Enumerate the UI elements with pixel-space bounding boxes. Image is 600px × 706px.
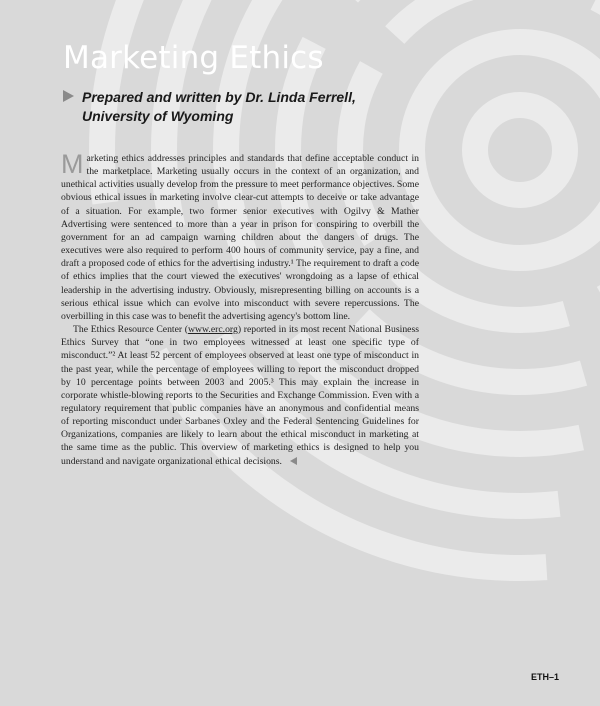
- erc-link[interactable]: www.erc.org: [188, 324, 238, 336]
- page-title: Marketing Ethics: [63, 40, 324, 76]
- paragraph-2: [61, 323, 419, 468]
- triangle-bullet-icon: [63, 90, 74, 102]
- byline-line1: Prepared and written by Dr. Linda Ferrell,: [82, 89, 356, 105]
- page-number: ETH–1: [530, 672, 559, 682]
- end-mark-icon: [290, 457, 297, 465]
- paragraph-1-text: arketing ethics addresses principles and standards that define acceptable conduct in the marketplace. Marketing usually occurs in the context of an organization, and unethical activities usually develop from the pressure to meet performance objectives. Some obvious ethical issues in marketing involve clear-cut attempts to deceive or take advantage of a situation. For example, two former senior executives with Ogilvy & Mather Advertising were sentenced to more than a year in prison for conspiring to overbill the government for an ad campaign warning children about the dangers of drugs. The executives were also required to perform 400 hours of community service, pay a fine, and draft a proposed code of ethics for the advertising industry.¹ The requirement to draft a code of ethics implies that the court viewed the executives' wrongdoing as a lapse of ethical leadership in the advertising industry. Obviously, misrepresenting billing on accounts is a serious ethical issue which can evolve into misconduct with severe repercussions. The overbilling in this case was to benefit the advertising agency's bottom line.: [61, 153, 419, 322]
- paragraph-2-text: ) reported in its most recent National Business Ethics Survey that “one in two employees witnessed at least one specific type of misconduct.”² At least 52 percent of employees observed at least one type of misconduct in the past year, while the percentage of employees willing to report the misconduct dropped by 10 percentage points between 2003 and 2005.³ This may explain the increase in corporate whistle-blowing reports to the Securities and Exchange Commission. Even with a regulatory requirement that public companies have an anonymous and confidential means of reporting misconduct under Sarbanes Oxley and the Federal Sentencing Guidelines for Organizations, companies are likely to learn about the ethical misconduct in marketing at the same time as the public. This overview of marketing ethics is designed to help you understand and navigate organizational ethical decisions.: [61, 324, 419, 467]
- paragraph-1: [61, 149, 419, 323]
- byline-text: [82, 88, 356, 126]
- byline-line2: University of Wyoming: [82, 108, 234, 124]
- body-text: [61, 149, 419, 468]
- paragraph-2-before-link: The Ethics Resource Center (: [73, 324, 189, 336]
- drop-cap: M: [61, 149, 84, 179]
